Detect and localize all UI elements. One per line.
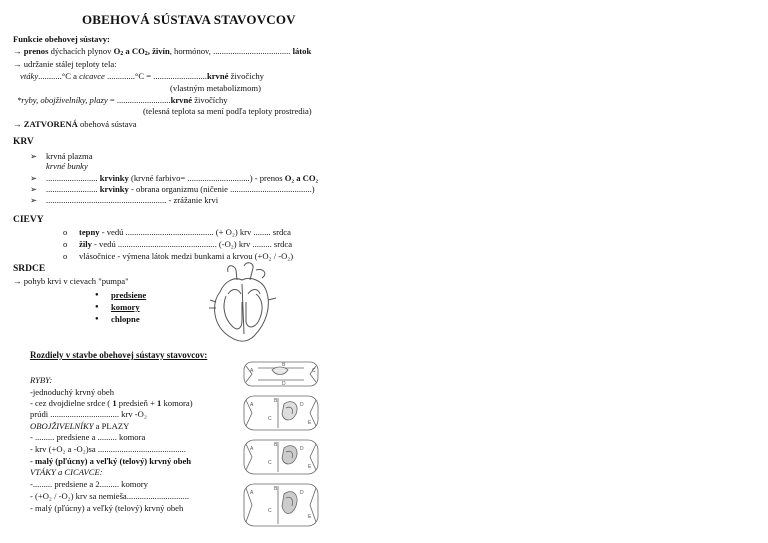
diagram-label-c: C: [312, 368, 316, 374]
heart-icon: [206, 262, 280, 346]
functions-heading: Funkcie obehovej sústavy:: [13, 34, 110, 44]
arrow: →: [13, 119, 24, 129]
diagram-label-a: A: [250, 402, 254, 408]
text: komora): [161, 398, 193, 408]
arteries: tepny: [79, 227, 100, 237]
transport-keyword: prenos: [23, 46, 49, 56]
cells: krvinky: [99, 184, 129, 194]
diagram-label-b: B: [274, 398, 278, 404]
text: - obrana organizmu (ničenie ......................................): [128, 184, 315, 194]
srdce-item-ventricles: komory: [111, 302, 140, 312]
diagram-label-c: C: [268, 508, 272, 514]
amphibians-line-1: - ......... predsiene a ......... komora: [30, 432, 146, 442]
text: = .........................: [107, 95, 171, 105]
krv-heading: KRV: [13, 137, 34, 147]
diagram-label-b: B: [274, 486, 278, 492]
fish-circulation-diagram: [244, 362, 318, 386]
functions-line-metabolism: (vlastným metabolizmom): [170, 83, 261, 93]
fish-amphibians-reptiles: *ryby, obojživelníky, plazy: [17, 95, 108, 105]
mammal-circulation-diagram: [244, 484, 318, 526]
oxygen: O: [113, 46, 121, 56]
diagram-label-e: E: [308, 420, 312, 426]
birds-mammals-line-1: -......... predsiene a 2......... komory: [30, 479, 148, 489]
number: 1: [110, 398, 117, 408]
functions-line-birds-mammals: [20, 71, 264, 81]
srdce-item-atria: predsiene: [111, 290, 147, 300]
srdce-line: → pohyb krvi v cievach "pumpa": [13, 276, 129, 286]
fish-line-3: prúdi ................................ krv -O₂: [30, 409, 147, 419]
diagram-label-d: D: [300, 402, 304, 408]
reptile-circulation-diagram: [244, 440, 318, 474]
text: .............°C = .........................: [104, 71, 207, 81]
diagram-label-b: B: [274, 442, 278, 448]
cievy-heading: CIEVY: [13, 215, 44, 225]
marker-icon: o: [63, 251, 68, 261]
diagram-label-d: D: [300, 446, 304, 452]
bullet-icon: ➢: [30, 195, 38, 205]
krv-item-clotting: ........................................................ - zrážanie krvi: [46, 195, 219, 205]
marker-icon: o: [63, 227, 68, 237]
substances: látok: [290, 46, 312, 56]
bullet-icon: ➢: [30, 151, 38, 161]
amphibian-circulation-diagram: [244, 396, 318, 430]
dot-icon: ●: [95, 304, 99, 310]
birds-mammals-line-3: - malý (pľúcny) a veľký (telový) krvný obeh: [30, 503, 184, 513]
differences-heading: Rozdiely v stavbe obehovej sústavy stavovcov:: [30, 350, 208, 360]
text: predsieň +: [116, 398, 158, 408]
srdce-item-valves: chlopne: [111, 314, 140, 324]
text: dýchacích plynov: [48, 46, 114, 56]
functions-line-closed: [13, 119, 137, 129]
diagram-label-e: E: [308, 464, 312, 470]
number: 1: [157, 398, 162, 408]
diagram-label-d: D: [282, 381, 286, 387]
text: ...........°C a: [38, 71, 80, 81]
amphibians-line-2: - krv (+O₂ a -O₂)sa .........................................: [30, 444, 186, 454]
diagram-label-a: A: [250, 446, 254, 452]
subscript: 2: [144, 51, 148, 57]
text: (krvné farbivo= .............................) - prenos: [128, 173, 285, 183]
diagram-label-a: A: [250, 490, 254, 496]
dot-icon: ●: [95, 292, 99, 298]
diagram-label-c: C: [268, 460, 272, 466]
subscript: 2: [120, 51, 124, 57]
blooded: krvné: [170, 95, 193, 105]
closed-keyword: ZATVORENÁ: [23, 119, 78, 129]
diagram-label-e: E: [308, 514, 312, 520]
krv-item-cells: krvné bunky: [46, 161, 88, 171]
text: obehová sústava: [77, 119, 137, 129]
birds-mammals-heading: VTÁKY a CICAVCE:: [30, 467, 103, 477]
co2: a CO: [123, 46, 145, 56]
bullet-icon: ➢: [30, 173, 38, 183]
amphibians-heading: [30, 421, 129, 431]
text: živočíchy: [228, 71, 264, 81]
functions-line-environment: (telesná teplota sa mení podľa teploty prostredia): [143, 106, 312, 116]
text: , hormónov, ....................................: [169, 46, 291, 56]
birds-mammals-line-2: - (+O₂ / -O₂) krv sa nemieša.............................: [30, 491, 190, 501]
amphibians-line-3: - malý (pľúcny) a veľký (telový) krvný obeh: [30, 456, 192, 466]
fish-line-1: -jednoduchý krvný obeh: [30, 387, 115, 397]
diagram-label-d: D: [300, 490, 304, 496]
functions-line-transport: [13, 46, 311, 59]
krv-item-plasma: krvná plazma: [46, 151, 93, 161]
cievy-item-veins: [79, 239, 292, 249]
text: - vedú ......................................... (+ O₂) krv ........ srdca: [99, 227, 291, 237]
functions-line-temperature: → udržanie stálej teploty tela:: [13, 59, 117, 69]
circulation-diagrams: [238, 358, 324, 532]
text: - cez dvojdielne srdce (: [30, 398, 111, 408]
text: živočíchy: [192, 95, 228, 105]
bullet-icon: ➢: [30, 184, 38, 194]
diagram-label-c: C: [268, 416, 272, 422]
nutrients: , živín: [147, 46, 170, 56]
krv-item-white-cells: [46, 184, 315, 194]
diagram-label-b: B: [282, 362, 286, 368]
amphibians: OBOJŽIVELNÍKY: [30, 421, 94, 431]
mammals: cicavce: [79, 71, 105, 81]
diagram-label-a: A: [250, 368, 254, 374]
fish-heading: RYBY:: [30, 375, 53, 385]
dot-icon: ●: [95, 316, 99, 322]
functions-line-cold-blooded: [17, 95, 228, 105]
fish-line-2: [30, 398, 193, 408]
reptiles: a PLAZY: [93, 421, 130, 431]
birds: vtáky: [20, 71, 39, 81]
cievy-item-capillaries: vlásočnice - výmena látok medzi bunkami a krvou (+O₂ / -O₂): [79, 251, 294, 261]
srdce-heading: SRDCE: [13, 264, 46, 274]
arrow: →: [13, 46, 22, 56]
blank: ........................: [46, 184, 100, 194]
gases: O₂ a CO₂: [284, 173, 319, 183]
krv-item-red-cells: [46, 173, 318, 183]
cells: krvinky: [99, 173, 129, 183]
text: - vedú .............................................. (-O₂) krv ......... srdca: [91, 239, 293, 249]
veins: žily: [79, 239, 92, 249]
blank: ........................: [46, 173, 100, 183]
cievy-item-arteries: [79, 227, 291, 237]
blooded: krvné: [206, 71, 229, 81]
page-title: OBEHOVÁ SÚSTAVA STAVOVCOV: [82, 12, 296, 27]
marker-icon: o: [63, 239, 68, 249]
